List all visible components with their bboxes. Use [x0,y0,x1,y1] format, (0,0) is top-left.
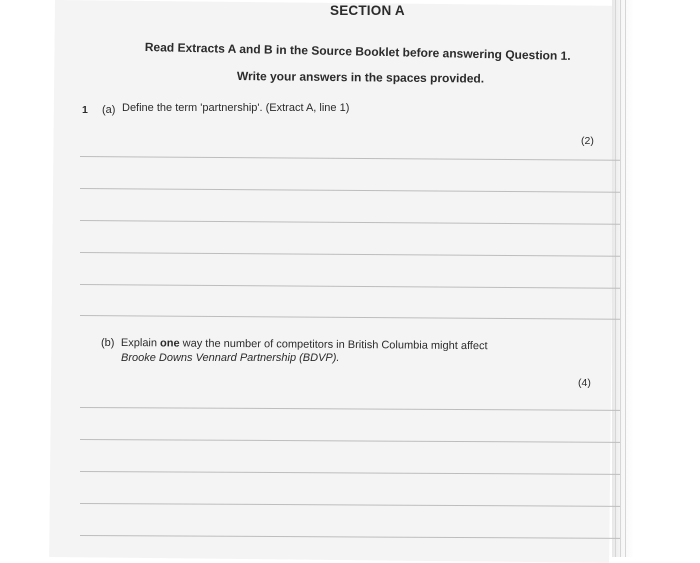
section-title: SECTION A [330,3,405,18]
question-number: 1 [82,104,88,116]
part-a-label: (a) [102,104,116,116]
part-a-marks: (2) [581,135,594,147]
part-b-question-text-line-2: Brooke Downs Vennard Partnership (BDVP). [121,352,340,364]
instruction-line-2: Write your answers in the spaces provided. [236,69,485,86]
part-b-question-text: Explain one way the number of competitors in British Columbia might affect [120,337,488,353]
exam-page [49,0,615,563]
part-a-question-text: Define the term 'partnership'. (Extract A, line 1) [122,102,350,114]
part-b-label: (b) [101,337,115,349]
emphasis-one: one [160,337,180,350]
instruction-line-1: Read Extracts A and B in the Source Booklet before answering Question 1. [144,40,571,63]
part-b-marks: (4) [578,377,591,389]
